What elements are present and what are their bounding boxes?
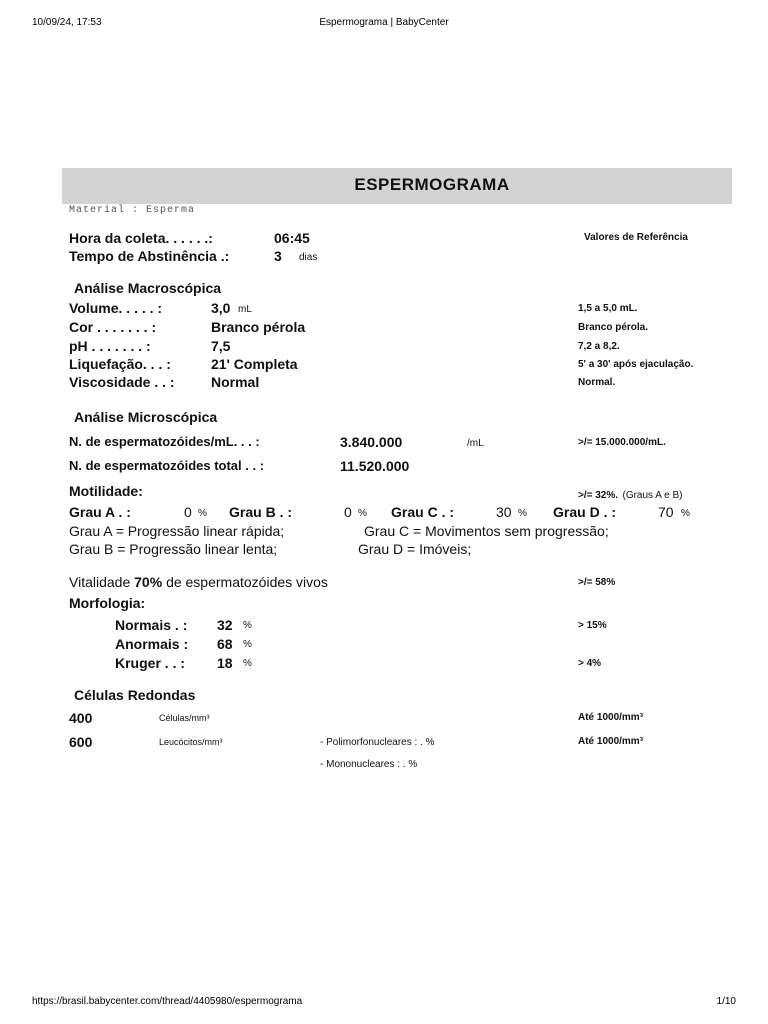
abnormal-label: Anormais :: [115, 636, 189, 652]
ph-value: 7,5: [211, 338, 231, 354]
motility-reference-note: (Graus A e B): [622, 490, 683, 501]
report-title: ESPERMOGRAMA: [354, 175, 510, 194]
print-footer: [32, 995, 736, 1009]
round-cells-heading: Células Redondas: [74, 687, 196, 703]
concentration-unit: /mL: [467, 438, 484, 449]
volume-label: Volume. . . . . :: [69, 300, 163, 316]
kruger-unit: %: [243, 658, 252, 669]
grade-b-value: 0: [344, 504, 352, 520]
title-bar: [62, 168, 732, 204]
abnormal-value: 68: [217, 636, 233, 652]
legend-grade-b: Grau B = Progressão linear lenta;: [69, 541, 278, 557]
motility-reference-value: >/= 32%.: [578, 490, 619, 501]
motility-reference: [578, 485, 683, 503]
normal-label: Normais . :: [115, 617, 188, 633]
viscosity-label: Viscosidade . . :: [69, 374, 175, 390]
color-reference: Branco pérola.: [578, 322, 649, 333]
grade-a-value: 0: [184, 504, 192, 520]
vitality-suffix: de espermatozóides vivos: [166, 574, 328, 590]
grade-c-value: 30: [496, 504, 512, 520]
macro-heading: Análise Macroscópica: [74, 280, 222, 296]
vitality-line: [69, 574, 328, 590]
vitality-prefix: Vitalidade: [69, 574, 131, 590]
color-label: Cor . . . . . . . :: [69, 319, 157, 335]
print-url: https://brasil.babycenter.com/thread/4405980/espermograma: [32, 996, 303, 1007]
grade-a-unit: %: [198, 508, 207, 519]
liquefaction-label: Liquefação. . . :: [69, 356, 171, 372]
micro-heading: Análise Microscópica: [74, 409, 218, 425]
print-page-counter: 1/10: [716, 996, 736, 1007]
grade-a-label: Grau A . :: [69, 504, 131, 520]
kruger-label: Kruger . . :: [115, 655, 186, 671]
cells-value: 400: [69, 710, 93, 726]
total-label: N. de espermatozóides total . . :: [69, 458, 265, 473]
volume-unit: mL: [238, 304, 252, 315]
concentration-reference: >/= 15.000.000/mL.: [578, 437, 666, 448]
grade-d-value: 70: [658, 504, 674, 520]
grade-c-label: Grau C . :: [391, 504, 455, 520]
legend-grade-a: Grau A = Progressão linear rápida;: [69, 523, 285, 539]
normal-unit: %: [243, 620, 252, 631]
viscosity-value: Normal: [211, 374, 260, 390]
leukocytes-reference: Até 1000/mm³: [578, 736, 644, 747]
vitality-reference: >/= 58%: [578, 577, 616, 588]
kruger-value: 18: [217, 655, 233, 671]
abstinencia-label: Tempo de Abstinência .:: [69, 248, 230, 264]
mononuclear-line: - Mononucleares : . %: [320, 759, 418, 770]
hora-label: Hora da coleta. . . . . .:: [69, 230, 213, 246]
concentration-value: 3.840.000: [340, 434, 403, 450]
grade-d-unit: %: [681, 508, 690, 519]
grade-d-label: Grau D . :: [553, 504, 617, 520]
ph-reference: 7,2 a 8,2.: [578, 341, 620, 352]
print-page-title: Espermograma | BabyCenter: [319, 17, 449, 28]
total-value: 11.520.000: [340, 458, 410, 474]
cells-label: Células/mm³: [159, 713, 210, 723]
cells-reference: Até 1000/mm³: [578, 712, 644, 723]
ph-label: pH . . . . . . . :: [69, 338, 151, 354]
leukocytes-label: Leucócitos/mm³: [159, 737, 223, 747]
legend-grade-d: Grau D = Imóveis;: [358, 541, 472, 557]
legend-grade-c: Grau C = Movimentos sem progressão;: [364, 523, 609, 539]
material-line: Material : Esperma: [69, 205, 196, 216]
kruger-reference: > 4%: [578, 658, 602, 669]
abnormal-unit: %: [243, 639, 252, 650]
reference-header: Valores de Referência: [584, 232, 688, 243]
print-datetime: 10/09/24, 17:53: [32, 17, 102, 28]
polymorphonuclear-line: - Polimorfonucleares : . %: [320, 737, 435, 748]
grade-b-label: Grau B . :: [229, 504, 293, 520]
leukocytes-value: 600: [69, 734, 93, 750]
abstinencia-unit: dias: [299, 252, 318, 263]
viscosity-reference: Normal.: [578, 377, 616, 388]
grade-b-unit: %: [358, 508, 367, 519]
liquefaction-reference: 5' a 30' após ejaculação.: [578, 359, 694, 370]
print-header: [32, 16, 736, 30]
hora-value: 06:45: [274, 230, 310, 246]
motility-heading: Motilidade:: [69, 483, 143, 499]
color-value: Branco pérola: [211, 319, 306, 335]
grade-c-unit: %: [518, 508, 527, 519]
normal-reference: > 15%: [578, 620, 607, 631]
concentration-label: N. de espermatozóides/mL. . . :: [69, 434, 260, 449]
normal-value: 32: [217, 617, 233, 633]
abstinencia-value: 3: [274, 248, 282, 264]
vitality-value: 70%: [134, 574, 163, 590]
morphology-heading: Morfologia:: [69, 595, 146, 611]
liquefaction-value: 21' Completa: [211, 356, 298, 372]
volume-reference: 1,5 a 5,0 mL.: [578, 303, 638, 314]
volume-value: 3,0: [211, 300, 231, 316]
